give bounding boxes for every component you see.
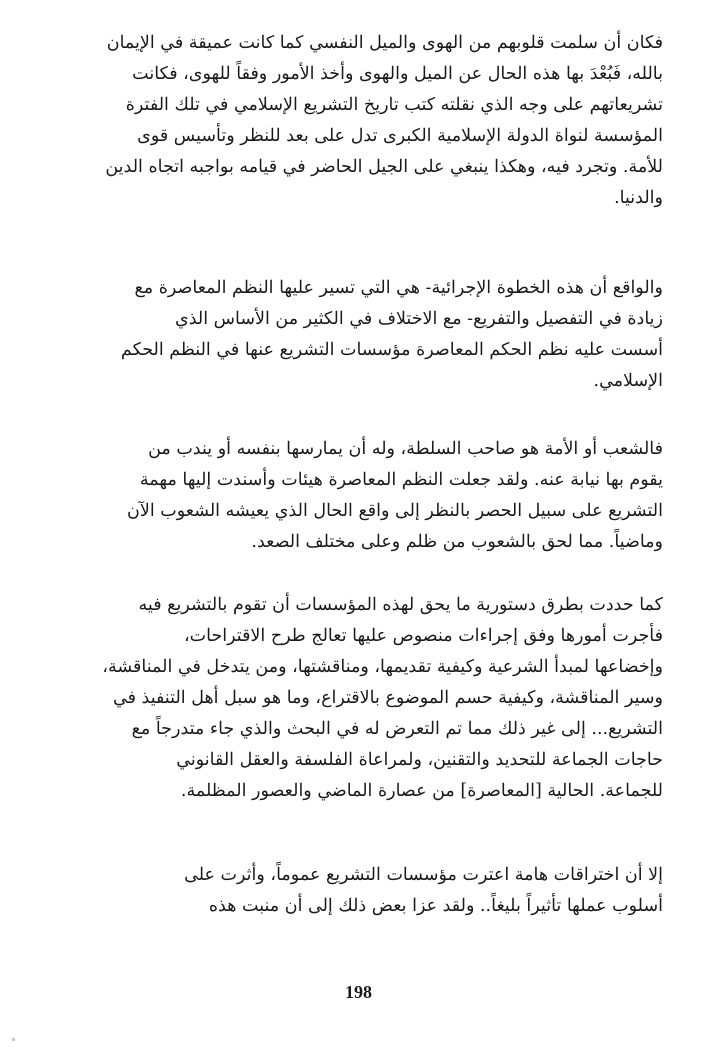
paragraph-line: أسست عليه نظم الحكم المعاصرة مؤسسات التشريع عنها في النظم الحكم	[120, 340, 663, 360]
paragraph-line: وسير المناقشة، وكيفية حسم الموضوع بالاقتراع، وما هو سبل أهل التنفيذ في	[113, 688, 663, 708]
paragraph-line: والدنيا.	[614, 188, 663, 208]
paragraph-line: زيادة في التفصيل والتفريع- مع الاختلاف في الكثير من الأساس الذي	[175, 309, 663, 329]
paragraph-line: والواقع أن هذه الخطوة الإجرائية- هي التي تسير عليها النظم المعاصرة مع	[134, 278, 663, 298]
paragraph-line: وماضياً. مما لحق بالشعوب من ظلم وعلى مختلف الصعد.	[251, 532, 663, 552]
paragraph-line: وإخضاعها لمبدأ الشرعية وكيفية تقديمها، ومناقشتها، ومن يتدخل في المناقشة،	[102, 657, 663, 677]
paragraph-line: حاجات الجماعة للتحديد والتقنين، ولمراعاة الفلسفة والعقل القانوني	[176, 750, 663, 770]
scan-speck	[12, 1038, 15, 1041]
paragraph-2	[58, 273, 663, 397]
paragraph-line: المؤسسة لنواة الدولة الإسلامية الكبرى تدل على بعد للنظر وتأسيس قوى	[137, 126, 663, 146]
paragraph-line: للأمة. وتجرد فيه، وهكذا ينبغي على الجيل الحاضر في قيامه بواجبه اتجاه الدين	[105, 157, 663, 177]
paragraph-1	[58, 28, 663, 214]
paragraph-5	[58, 860, 663, 922]
paragraph-line: أسلوب عملها تأثيراً بليغاً.. ولقد عزا بعض ذلك إلى أن منبت هذه	[208, 896, 663, 916]
paragraph-line: كما حددت بطرق دستورية ما يحق لهذه المؤسسات أن تقوم بالتشريع فيه	[138, 595, 663, 615]
paragraph-3	[58, 434, 663, 558]
paragraph-line: التشريع... إلى غير ذلك مما تم التعرض له في البحث والذي جاء متدرجاً مع	[131, 719, 663, 739]
page-number: 198	[345, 982, 372, 1002]
paragraph-line: بالله، فَبُعْدَ بها هذه الحال عن الميل والهوى وأخذ الأمور وفقاً للهوى، فكانت	[132, 64, 663, 84]
paragraph-line: إلا أن اختراقات هامة اعترت مؤسسات التشريع عموماً، وأثرت على	[184, 865, 663, 885]
paragraph-line: التشريع على سبيل الحصر بالنظر إلى واقع الحال الذي يعيشه الشعوب الآن	[127, 501, 663, 521]
paragraph-line: يقوم بها نيابة عنه. ولقد جعلت النظم المعاصرة هيئات وأسندت إليها مهمة	[139, 470, 663, 490]
paragraph-line: فالشعب أو الأمة هو صاحب السلطة، وله أن يمارسها بنفسه أو يندب من	[148, 439, 663, 459]
paragraph-line: للجماعة. الحالية [المعاصرة] من عصارة الماضي والعصور المظلمة.	[180, 781, 663, 801]
paragraph-4	[58, 590, 663, 807]
paragraph-line: فكان أن سلمت قلوبهم من الهوى والميل النفسي كما كانت عميقة في الإيمان	[106, 33, 663, 53]
paragraph-line: فأجرت أمورها وفق إجراءات منصوص عليها تعالج طرح الاقتراحات،	[184, 626, 663, 646]
paragraph-line: الإسلامي.	[593, 371, 663, 391]
paragraph-line: تشريعاتهم على وجه الذي نقلته كتب تاريخ التشريع الإسلامي في تلك الفترة	[125, 95, 663, 115]
